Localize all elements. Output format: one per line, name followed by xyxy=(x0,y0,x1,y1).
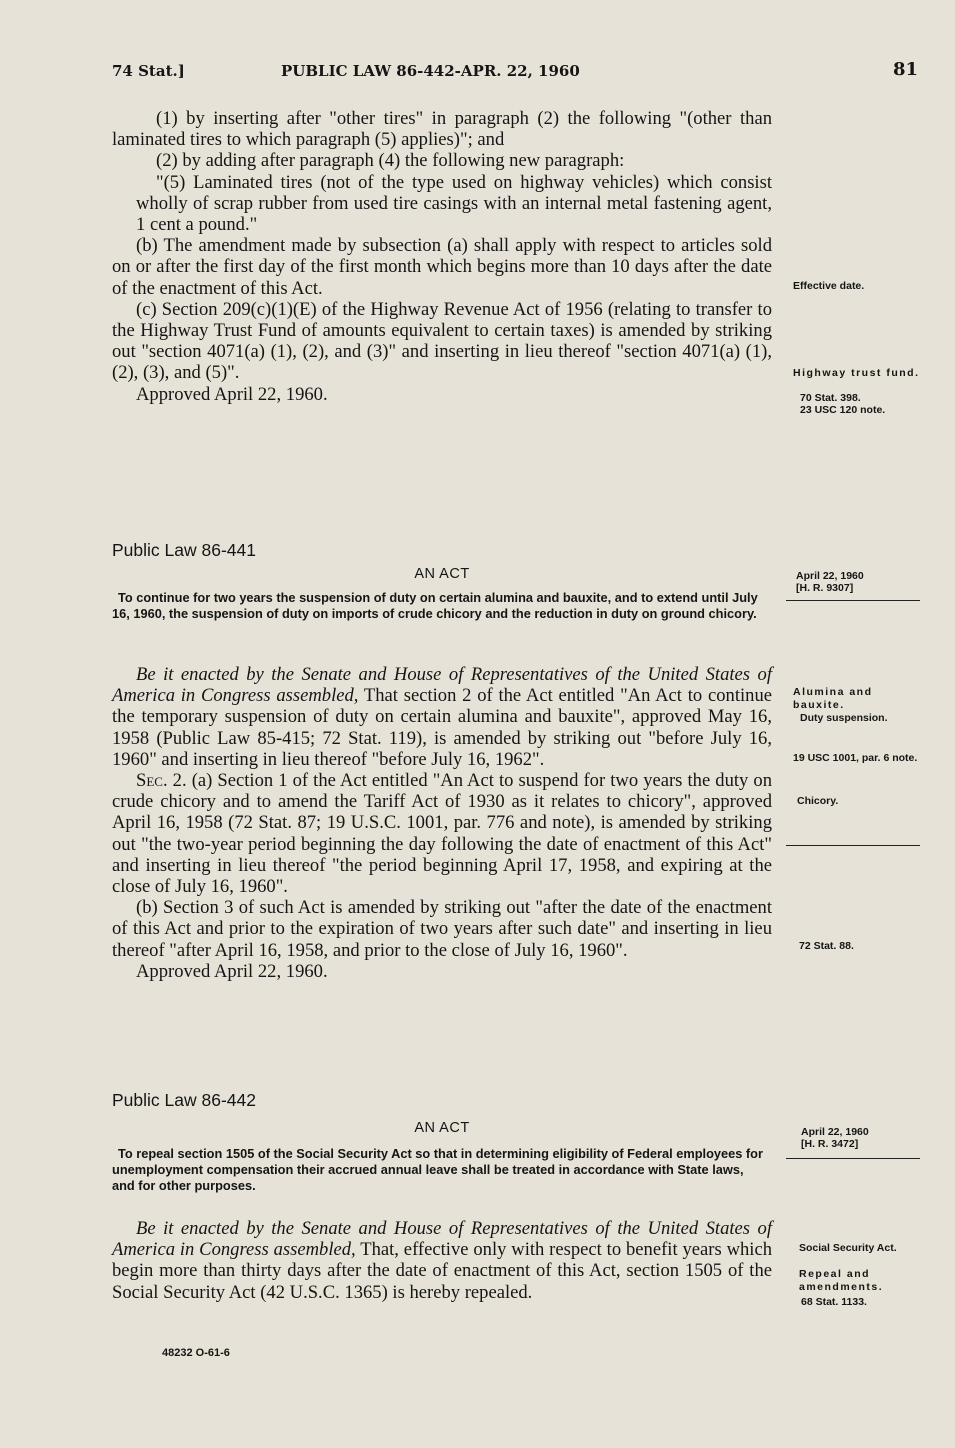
act-label: AN ACT xyxy=(414,566,470,582)
section-label: Sec. 2. xyxy=(136,770,187,792)
margin-date: April 22, 1960 xyxy=(796,570,864,582)
section-2b: (b) Section 3 of such Act is amended by striking out "after the date of the enactment of this Act and prior to the expiration of two years after such date" and inserting in lieu thereof "after April 16, 1958, and prior to the close of July 16, 1960". xyxy=(112,897,772,961)
approval-line: Approved April 22, 1960. xyxy=(136,960,328,982)
act-title: To continue for two years the suspension of duty on certain alumina and bauxite, and to extend until July 16, 1960, the suspension of duty on imports of crude chicory and the reduction in duty on ground chicory. xyxy=(112,590,758,621)
act-title: To repeal section 1505 of the Social Security Act so that in determining eligibility of Federal employees for unemployment compensation their accrued annual leave shall be treated in accordance with State laws, and for other purposes. xyxy=(112,1146,763,1193)
law-heading: Public Law 86-442 xyxy=(112,1090,256,1110)
law-86-441-body xyxy=(112,664,772,982)
margin-citation: 23 USC 120 note. xyxy=(800,404,886,416)
enacting-clause-italic: Be it enacted by the Senate and House of Representatives of the United States of America in Congress assembled, xyxy=(112,664,772,707)
paragraph: (2) by adding after paragraph (4) the following new paragraph: xyxy=(156,150,625,172)
top-section xyxy=(112,108,772,405)
enacting-clause xyxy=(112,1218,772,1303)
section-2a-text: (a) Section 1 of the Act entitled "An Act to suspend for two years the duty on crude chicory and to amend the Tariff Act of 1930 as it relates to chicory", approved April 16, 1958 (72 Stat. 87; 19 U.S.C. 1001, par. 776 and note), is amended by striking out "the two-year period beginning the day following the date of enactment of this Act" and inserting in lieu thereof "the period beginning April 17, 1958, and expiring at the close of July 16, 1960". xyxy=(112,770,772,898)
margin-citation: 70 Stat. 398. xyxy=(800,392,861,404)
margin-citation: 72 Stat. 88. xyxy=(799,940,854,952)
law-heading: Public Law 86-441 xyxy=(112,540,256,560)
enacting-clause-italic: Be it enacted by the Senate and House of Representatives of the United States of America in Congress assembled, xyxy=(112,1218,772,1261)
section-1-text: That section 2 of the Act entitled "An Act to continue the temporary suspension of duty on certain alumina and bauxite", approved May 16, 1958 (Public Law 85-415; 72 Stat. 119), is amended by striking out "before July 16, 1960" and inserting in lieu thereof "before July 16, 1962". xyxy=(112,685,773,770)
margin-note: Effective date. xyxy=(793,280,865,292)
approval-line: Approved April 22, 1960. xyxy=(136,383,328,405)
margin-note: Chicory. xyxy=(797,795,839,807)
body-text: That, effective only with respect to benefit years which begin more than thirty days after the date of enactment of this Act, section 1505 of the Social Security Act (42 U.S.C. 1365) is hereby repealed. xyxy=(112,1239,773,1303)
law-86-442-body xyxy=(112,1218,772,1303)
enacting-clause xyxy=(112,664,772,770)
page-number: 81 xyxy=(893,59,919,80)
header-volume: 74 Stat.] xyxy=(112,62,185,80)
section-2a xyxy=(112,770,772,897)
margin-rule xyxy=(786,845,920,846)
footer-code: 48232 O-61-6 xyxy=(162,1347,230,1359)
paragraph: (b) The amendment made by subsection (a) shall apply with respect to articles sold on or after the first day of the first month which begins more than 10 days after the date of the enactment of this Act. xyxy=(112,235,772,299)
paragraph: (1) by inserting after "other tires" in paragraph (2) the following "(other than laminated tires to which paragraph (5) applies)"; and xyxy=(112,108,772,151)
margin-note: Duty suspension. xyxy=(800,712,888,724)
margin-note: Highway trust fund. xyxy=(793,367,920,379)
margin-note: Social Security Act. xyxy=(799,1242,897,1254)
margin-citation: 19 USC 1001, par. 6 note. xyxy=(793,752,918,764)
margin-date: April 22, 1960 xyxy=(801,1126,869,1138)
margin-rule xyxy=(786,1158,920,1159)
margin-note: Repeal and amendments. xyxy=(799,1268,884,1293)
margin-bill: [H. R. 3472] xyxy=(801,1138,859,1150)
paragraph: (c) Section 209(c)(1)(E) of the Highway Revenue Act of 1956 (relating to transfer to the Highway Trust Fund of amounts equivalent to certain taxes) is amended by striking out "section 4071(a) (1), (2), and (3)" and inserting in lieu thereof "section 4071(a) (1), (2), (3), and (5)". xyxy=(112,298,772,384)
act-label: AN ACT xyxy=(414,1120,470,1136)
header-title: PUBLIC LAW 86-442-APR. 22, 1960 xyxy=(281,62,580,80)
margin-note: Alumina and bauxite. xyxy=(793,686,873,711)
margin-rule xyxy=(786,600,920,601)
quoted-paragraph: "(5) Laminated tires (not of the type used on highway vehicles) which consist wholly of scrap rubber from used tire casings with an internal metal fastening agent, 1 cent a pound." xyxy=(136,171,772,236)
margin-bill: [H. R. 9307] xyxy=(796,582,854,594)
margin-citation: 68 Stat. 1133. xyxy=(801,1296,867,1308)
